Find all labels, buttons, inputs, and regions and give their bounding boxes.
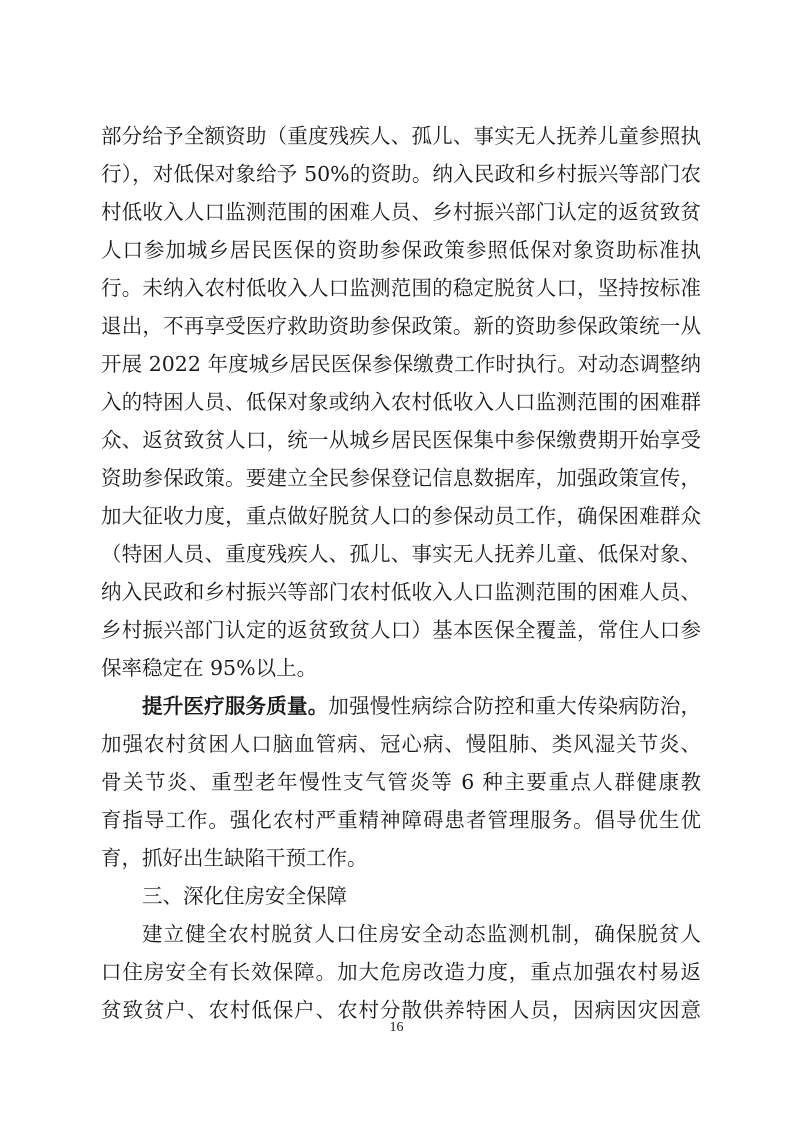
text-line: 骨关节炎、重型老年慢性支气管炎等 6 种主要重点人群健康教 [101,770,701,794]
text-line: 育，抓好出生缺陷干预工作。 [101,846,368,870]
text-line: 部分给予全额资助（重度残疾人、孤儿、事实无人抚养儿童参照执 [101,124,701,148]
paragraph-first-line [142,693,701,719]
text-line: 贫致贫户、农村低保户、农村分散供养特困人员，因病因灾因意 [101,998,701,1022]
text-line: （特困人员、重度残疾人、孤儿、事实无人抚养儿童、低保对象、 [101,542,701,566]
text-line: 行。未纳入农村低收入人口监测范围的稳定脱贫人口，坚持按标准 [101,276,701,300]
text-line: 保率稳定在 95%以上。 [101,656,318,680]
text-line: 育指导工作。强化农村严重精神障碍患者管理服务。倡导优生优 [101,808,701,832]
text-line: 行），对低保对象给予 50%的资助。纳入民政和乡村振兴等部门农 [101,162,701,186]
text-line: 纳入民政和乡村振兴等部门农村低收入人口监测范围的困难人员、 [101,580,701,604]
text-run: 加强慢性病综合防控和重大传染病防治， [328,694,702,718]
paragraph-title: 提升医疗服务质量。 [142,694,329,718]
text-line: 开展 2022 年度城乡居民医保参保缴费工作时执行。对动态调整纳 [101,352,701,376]
text-line: 加大征收力度，重点做好脱贫人口的参保动员工作，确保困难群众 [101,504,701,528]
section-heading: 三、深化住房安全保障 [142,884,347,908]
text-line: 乡村振兴部门认定的返贫致贫人口）基本医保全覆盖，常住人口参 [101,618,701,642]
text-line: 村低收入人口监测范围的困难人员、乡村振兴部门认定的返贫致贫 [101,200,701,224]
text-line: 退出，不再享受医疗救助资助参保政策。新的资助参保政策统一从 [101,314,701,338]
text-line: 建立健全农村脱贫人口住房安全动态监测机制，确保脱贫人 [142,922,701,946]
page-number: 16 [389,1020,404,1035]
text-line: 人口参加城乡居民医保的资助参保政策参照低保对象资助标准执 [101,238,701,262]
text-line: 众、返贫致贫人口，统一从城乡居民医保集中参保缴费期开始享受 [101,428,701,452]
text-line: 入的特困人员、低保对象或纳入农村低收入人口监测范围的困难群 [101,390,701,414]
text-line: 加强农村贫困人口脑血管病、冠心病、慢阻肺、类风湿关节炎、 [101,732,701,756]
text-line: 资助参保政策。要建立全民参保登记信息数据库，加强政策宣传， [101,466,701,490]
text-line: 口住房安全有长效保障。加大危房改造力度，重点加强农村易返 [101,960,701,984]
